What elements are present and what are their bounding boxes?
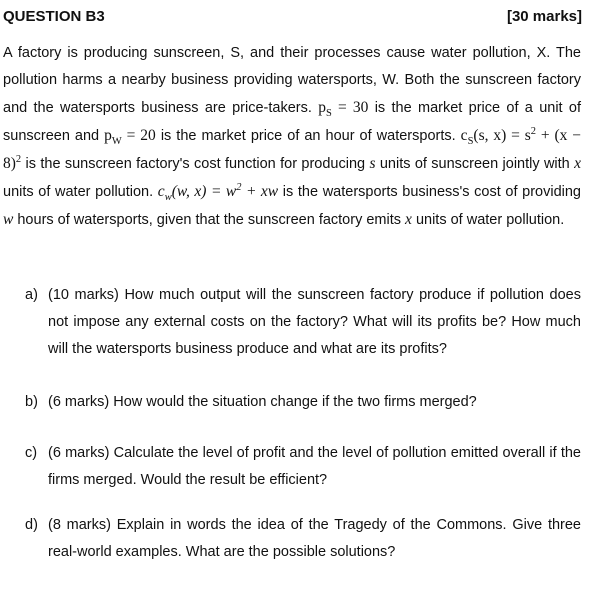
subquestion-a: [25, 282, 581, 363]
sunscreen-cost-formula: $c_S(s$, $x) = s^2 + (x - 8)^2$: [3, 125, 582, 172]
subquestion-label: b): [25, 394, 38, 410]
var-x-2: x: [405, 211, 412, 228]
intro-text-6: units of water pollution.: [3, 184, 158, 200]
subquestion-label: a): [25, 287, 38, 303]
subquestion-d: [25, 512, 581, 566]
price-watersports-formula: $p_W = 20$: [104, 127, 156, 148]
subquestion-text: (8 marks) Explain in words the idea of the Tragedy of the Commons. Give three real-world examples. What are the possible solutions?: [48, 517, 581, 560]
subquestion-label: c): [25, 445, 38, 461]
intro-text-2: is the market price of a unit of sunscreen and: [3, 100, 581, 144]
var-x: x: [574, 155, 581, 172]
question-title: QUESTION B3: [3, 8, 105, 25]
question-intro: [3, 40, 581, 234]
subquestion-text: (10 marks) How much output will the sunscreen factory produce if pollution does not impose any external costs on the factory? What will its profits be? How much will the watersports business produce and what are its profits?: [48, 287, 581, 357]
subquestion-c: [25, 440, 581, 494]
var-w: w: [3, 211, 14, 228]
subquestion-label: d): [25, 517, 38, 533]
intro-text-3: is the market price of an hour of watersports.: [155, 128, 461, 144]
subquestion-b: [25, 389, 581, 416]
subquestion-text: (6 marks) How would the situation change if the two firms merged?: [48, 394, 477, 410]
subquestion-text: (6 marks) Calculate the level of profit and the level of pollution emitted overall if the firms merged. Would the result be efficient?: [48, 445, 581, 488]
intro-text-8: hours of watersports, given that the sunscreen factory emits: [13, 212, 406, 228]
intro-text-5: units of sunscreen jointly with: [375, 156, 575, 172]
question-header: [3, 7, 582, 27]
question-marks: [30 marks]: [506, 8, 582, 25]
price-sunscreen-formula: $p_S = 30$: [318, 99, 369, 120]
intro-text-7: is the watersports business's cost of providing: [278, 184, 581, 200]
var-s: s: [369, 155, 376, 172]
intro-text-4: is the sunscreen factory's cost function for producing: [21, 156, 370, 172]
intro-text-1: A factory is producing sunscreen, S, and their processes cause water pollution, X. The pollution harms a nearby business providing watersports, W. Both the sunscreen factory and the watersports business are price-takers.: [3, 45, 581, 116]
watersports-cost-formula: $c_w(w$, $x) = w^2$ + xw: [157, 181, 279, 204]
intro-text-9: units of water pollution.: [411, 212, 565, 228]
